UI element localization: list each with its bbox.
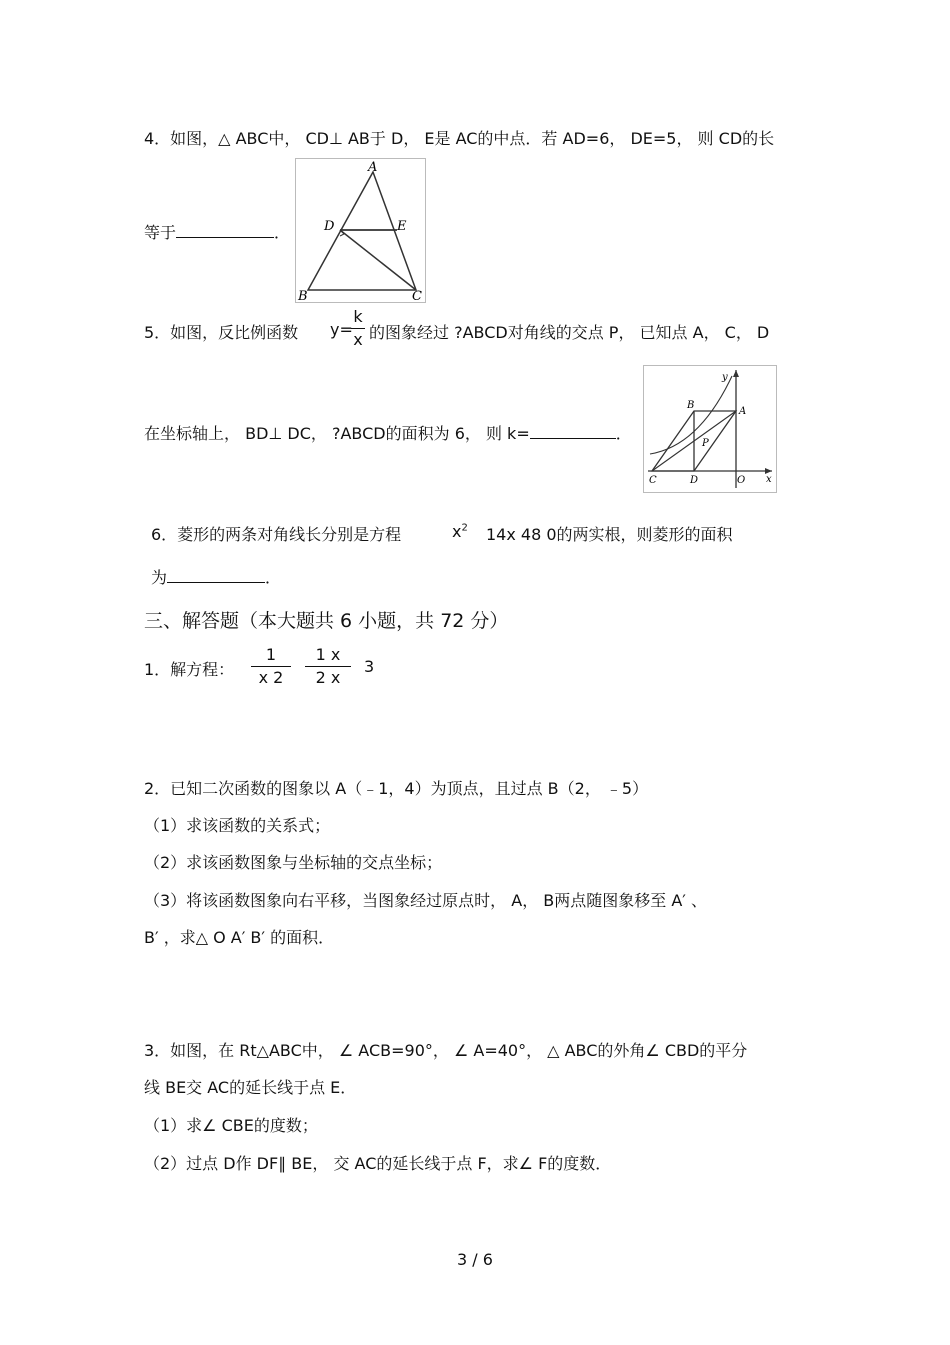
p3-sub2: （2）过点 D作 DF∥ BE， 交 AC的延长线于点 F，求∠ F的度数．: [144, 1154, 612, 1173]
p2-sub1: （1）求该函数的关系式；: [144, 816, 331, 835]
q5-label-o: O: [737, 475, 746, 486]
p2-sub3b: B′ ，求△ O A′ B′ 的面积．: [144, 928, 335, 947]
q5-answer-blank: [530, 422, 616, 439]
p1-fraction-1: [251, 645, 291, 688]
q4-label-b: B: [298, 289, 308, 303]
q4-label-e: E: [397, 219, 407, 234]
page-number: 3 / 6: [457, 1250, 493, 1269]
q5-label-y: y: [722, 372, 728, 383]
q5-label-d: D: [690, 475, 699, 486]
p1-f2-den: 2 x: [315, 668, 341, 687]
section3-title: 三、解答题（本大题共 6 小题，共 72 分）: [144, 610, 509, 632]
p1-f1-num: 1: [265, 645, 277, 664]
p3-stem-2: 线 BE交 AC的延长线于点 E．: [144, 1078, 357, 1097]
q5-label-b: B: [687, 400, 695, 411]
q6-line2-text: 为: [151, 568, 168, 587]
q5-fraction: [351, 307, 365, 350]
p3-stem-1: 3．如图，在 Rt△ABC中， ∠ ACB=90°， ∠ A=40°， △ ABC的外角∠ CBD的平分: [144, 1041, 748, 1060]
p1-f2-num: 1 x: [315, 645, 341, 664]
q5-frac-num: k: [353, 307, 363, 326]
q6-var-x: x: [452, 522, 462, 541]
p1-label: 1．解方程：: [144, 660, 235, 679]
q5-line2-end: ．: [615, 424, 632, 443]
q5-line2-text: 在坐标轴上， BD⊥ DC， ?ABCD的面积为 6， 则 k=: [144, 424, 530, 443]
q5-post: 的图象经过 ?ABCD对角线的交点 P， 已知点 A， C， D: [369, 323, 770, 342]
q4-label-c: C: [412, 289, 422, 303]
q5-y-eq: y=: [330, 320, 353, 339]
q5-label-c: C: [649, 475, 657, 486]
q5-label-x: x: [766, 474, 772, 485]
q5-label-p: P: [702, 438, 709, 449]
q6-answer-blank: [167, 566, 265, 583]
q4-label-a: A: [368, 160, 378, 175]
q5-frac-den: x: [353, 330, 363, 349]
q4-line2: [144, 220, 290, 243]
q5-pre: 5．如图，反比例函数: [144, 323, 299, 342]
q4-line2-end: ．: [274, 223, 291, 242]
p3-sub1: （1）求∠ CBE的度数；: [144, 1116, 318, 1135]
p2-stem: 2．已知二次函数的图象以 A（﹣1，4）为顶点，且过点 B（2， ﹣5）: [144, 779, 649, 798]
q4-line1: 4．如图，△ ABC中， CD⊥ AB于 D， E是 AC的中点．若 AD=6， DE=5， 则 CD的长: [144, 129, 775, 148]
p2-sub2: （2）求该函数图象与坐标轴的交点坐标；: [144, 853, 443, 872]
q6-line2: [151, 565, 281, 588]
q6-line2-end: ．: [265, 568, 282, 587]
q4-line2-text: 等于: [144, 223, 177, 242]
q6-equation: [452, 522, 468, 541]
q4-answer-blank: [176, 221, 274, 238]
q5-line2: [144, 421, 632, 444]
q4-label-d: D: [324, 219, 335, 234]
q6-mid: 14x 48 0的两实根，则菱形的面积: [486, 525, 733, 544]
p1-rhs: 3: [364, 657, 375, 676]
q6-exponent: 2: [461, 522, 468, 534]
q5-coordinate-figure: [643, 365, 777, 493]
q5-label-a: A: [739, 406, 747, 417]
p1-f1-den: x 2: [258, 668, 284, 687]
q4-triangle-figure: [295, 158, 426, 303]
p2-sub3: （3）将该函数图象向右平移，当图象经过原点时， A， B两点随图象移至 A′ 、: [144, 891, 708, 910]
p1-fraction-2: [305, 645, 351, 688]
q6-pre: 6．菱形的两条对角线长分别是方程: [151, 525, 402, 544]
